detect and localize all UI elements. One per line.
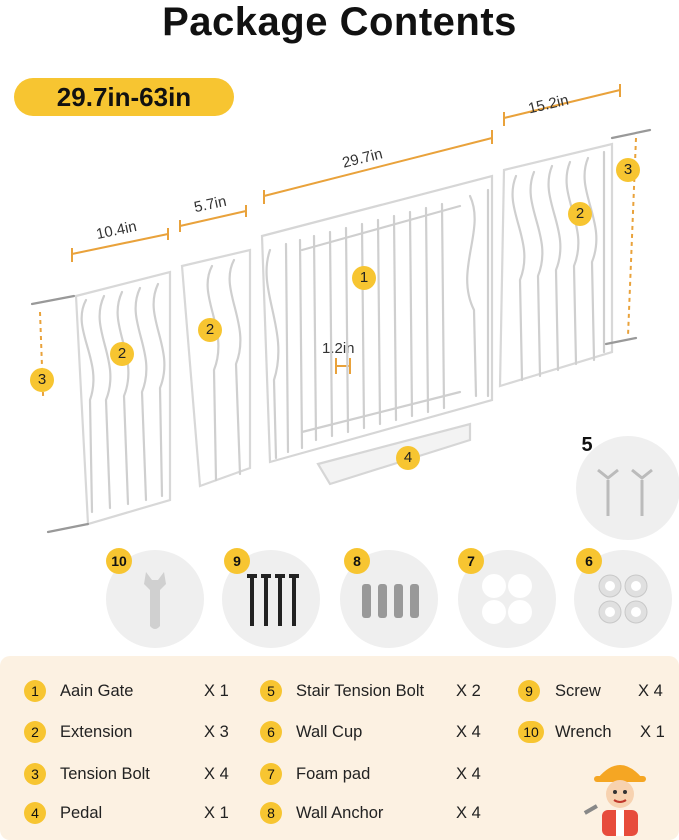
callout-extension-right: 2 — [568, 202, 592, 226]
legend-num: 10 — [518, 721, 544, 743]
badge-10: 10 — [106, 548, 132, 574]
legend-qty: X 3 — [204, 723, 229, 741]
legend-num: 5 — [260, 680, 282, 702]
badge-9: 9 — [224, 548, 250, 574]
callout-extension-left: 2 — [110, 342, 134, 366]
callout-extension-small: 2 — [198, 318, 222, 342]
legend-num: 2 — [24, 721, 46, 743]
legend-qty: X 4 — [456, 804, 481, 822]
legend-name: Wall Anchor — [296, 804, 384, 822]
legend-name: Wall Cup — [296, 723, 363, 741]
callout-main-gate: 1 — [352, 266, 376, 290]
legend-name: Stair Tension Bolt — [296, 682, 425, 700]
legend-name: Extension — [60, 723, 133, 741]
dim-extension-5: 5.7in — [192, 192, 228, 217]
dim-extension-10: 10.4in — [94, 217, 139, 244]
legend-num: 8 — [260, 802, 282, 824]
badge-5: 5 — [581, 434, 593, 456]
legend-name: Wrench — [555, 723, 612, 741]
legend-qty: X 4 — [456, 765, 481, 783]
dim-gate-width: 29.7in — [340, 145, 385, 172]
legend-name: Screw — [555, 682, 601, 700]
legend-name: Foam pad — [296, 765, 371, 783]
callout-pedal: 4 — [396, 446, 420, 470]
dim-extension-large: 15.2in — [526, 91, 571, 118]
dim-bar-spacing: 1.2in — [322, 340, 355, 357]
legend-name: Pedal — [60, 804, 103, 822]
badge-8: 8 — [344, 548, 370, 574]
legend-qty: X 4 — [456, 723, 481, 741]
size-range-badge: 29.7in-63in — [14, 78, 234, 116]
page-title: Package Contents — [162, 0, 517, 44]
legend-name: Aain Gate — [60, 682, 134, 700]
legend-qty: X 1 — [204, 682, 229, 700]
legend-num: 1 — [24, 680, 46, 702]
legend-num: 7 — [260, 763, 282, 785]
worker-mascot-icon — [580, 748, 660, 838]
callout-tension-bolt-right: 3 — [616, 158, 640, 182]
legend-num: 3 — [24, 763, 46, 785]
legend-qty: X 4 — [204, 765, 229, 783]
legend-qty: X 4 — [638, 682, 663, 700]
legend-qty: X 1 — [640, 723, 665, 741]
legend-num: 4 — [24, 802, 46, 824]
legend-num: 6 — [260, 721, 282, 743]
legend-qty: X 2 — [456, 682, 481, 700]
legend-name: Tension Bolt — [60, 765, 150, 783]
legend-num: 9 — [518, 680, 540, 702]
legend-qty: X 1 — [204, 804, 229, 822]
badge-7: 7 — [458, 548, 484, 574]
badge-6: 6 — [576, 548, 602, 574]
callout-tension-bolt-left: 3 — [30, 368, 54, 392]
